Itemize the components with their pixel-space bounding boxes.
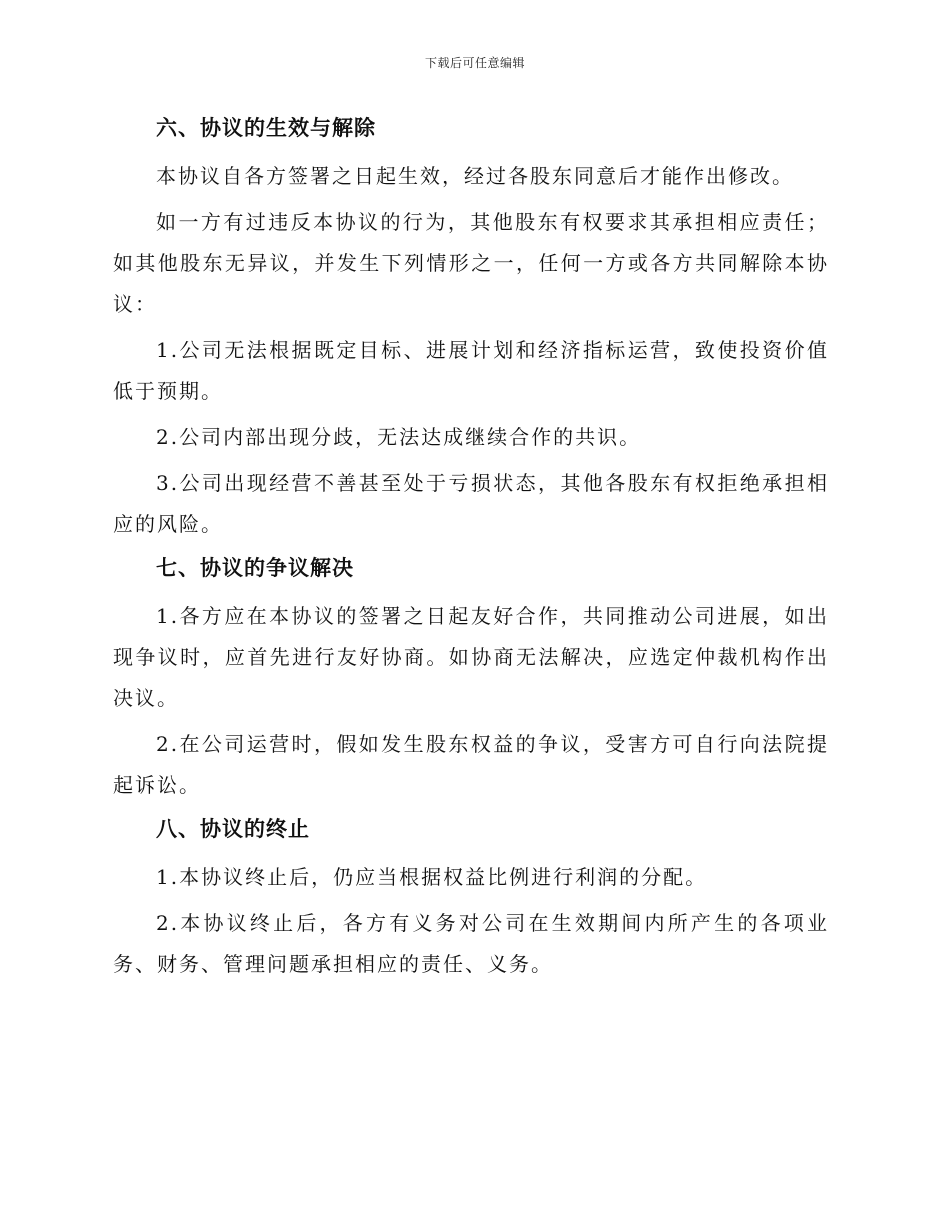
paragraph: 2.本协议终止后，各方有义务对公司在生效期间内所产生的各项业务、财务、管理问题承担相应的责任、义务。 <box>113 911 829 976</box>
page-header: 下载后可任意编辑 <box>424 56 525 70</box>
paragraph: 2.在公司运营时，假如发生股东权益的争议，受害方可自行向法院提起诉讼。 <box>113 732 829 797</box>
section-heading: 八、协议的终止 <box>156 816 310 841</box>
paragraph: 1.各方应在本协议的签署之日起友好合作，共同推动公司进展，如出现争议时，应首先进行友好协商。如协商无法解决，应选定仲裁机构作出决议。 <box>113 604 829 710</box>
paragraph: 如一方有过违反本协议的行为，其他股东有权要求其承担相应责任；如其他股东无异议，并发生下列情形之一，任何一方或各方共同解除本协议： <box>113 210 829 316</box>
paragraph: 2.公司内部出现分歧，无法达成继续合作的共识。 <box>156 425 642 449</box>
section-effect-termination <box>113 110 829 545</box>
section-heading: 七、协议的争议解决 <box>156 555 354 580</box>
paragraph: 1.公司无法根据既定目标、进展计划和经济指标运营，致使投资价值低于预期。 <box>113 338 829 403</box>
section-heading: 六、协议的生效与解除 <box>156 115 376 140</box>
paragraph: 3.公司出现经营不善甚至处于亏损状态，其他各股东有权拒绝承担相应的风险。 <box>113 471 829 536</box>
section-termination <box>113 811 829 985</box>
document-body <box>113 110 829 990</box>
section-dispute-resolution <box>113 550 829 806</box>
paragraph: 1.本协议终止后，仍应当根据权益比例进行利润的分配。 <box>156 865 708 889</box>
paragraph: 本协议自各方签署之日起生效，经过各股东同意后才能作出修改。 <box>156 164 794 188</box>
